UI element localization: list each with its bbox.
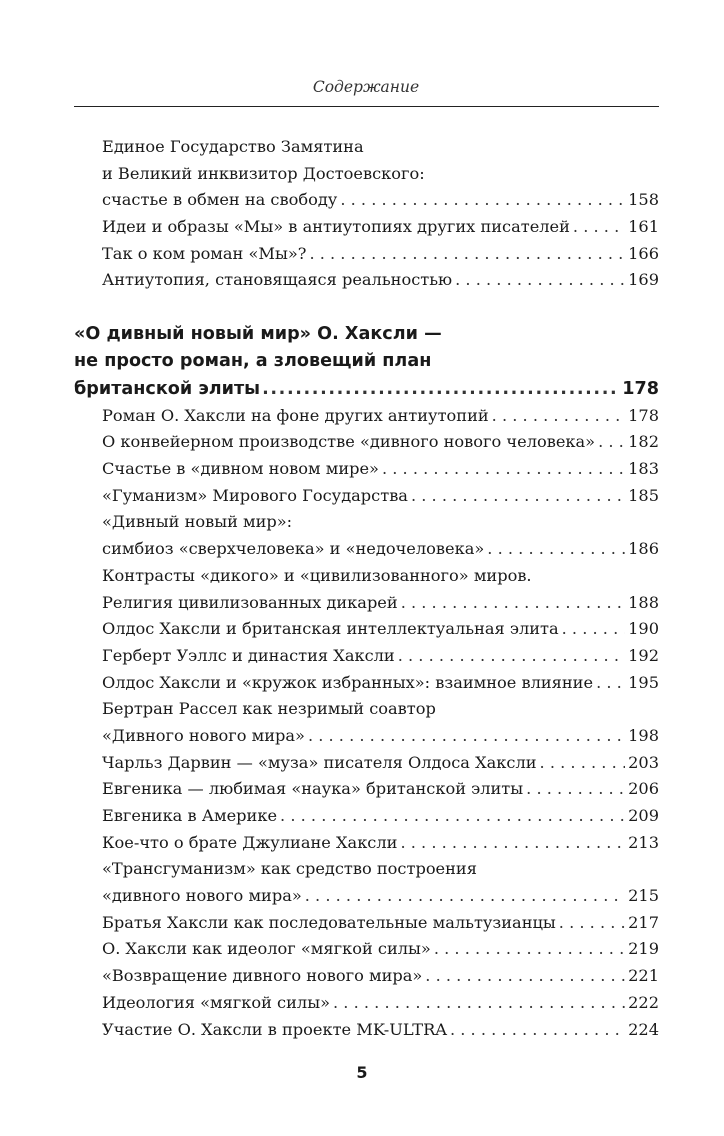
toc-page-number: 215	[628, 886, 659, 906]
dot-leader	[400, 830, 625, 857]
toc-entry-title: Единое Государство Замятина	[102, 137, 364, 156]
toc-page-number: 158	[628, 190, 659, 210]
toc-entry-title: и Великий инквизитор Достоевского:	[102, 163, 425, 183]
toc-page-number: 209	[628, 806, 659, 825]
toc-entry-line-final	[74, 643, 659, 670]
toc-entry-line-final	[74, 670, 659, 697]
toc-entry-line-final	[74, 267, 659, 294]
toc-page-number: 182	[628, 432, 659, 452]
toc-page-number: 186	[628, 539, 659, 559]
toc-entry-line	[74, 321, 659, 348]
toc-entry-line-final	[74, 910, 659, 937]
page-number: 5	[356, 1063, 368, 1082]
toc-page-number: 190	[628, 619, 659, 639]
toc-entry-line-final	[74, 830, 659, 857]
toc-entry-line	[74, 134, 659, 161]
dot-leader	[434, 936, 625, 963]
header-rule	[74, 106, 659, 107]
toc-entry-title: Роман О. Хаксли на фоне других антиутопий	[102, 405, 489, 425]
dot-leader	[262, 376, 620, 403]
toc-entry-line-final	[74, 936, 659, 963]
toc-entry-line	[74, 856, 659, 883]
toc-entry-title: симбиоз «сверхчеловека» и «недочеловека»	[102, 539, 485, 559]
toc-pre-entries	[74, 134, 659, 294]
toc-page-number: 198	[628, 725, 659, 745]
toc-entry-line-final	[74, 1017, 659, 1044]
dot-leader	[280, 803, 625, 830]
toc-entry-line-final	[74, 429, 659, 456]
toc-page-number: 224	[628, 1019, 659, 1039]
toc-entry-line-final	[74, 723, 659, 750]
toc-entry-line-final	[74, 883, 659, 910]
toc-entry-title: «дивного нового мира»	[102, 886, 302, 906]
toc-entry-title: Братья Хаксли как последовательные мальтузианцы	[102, 912, 556, 932]
toc-entry-line	[74, 348, 659, 375]
toc-page-number: 222	[628, 992, 659, 1012]
table-of-contents	[74, 134, 659, 1043]
toc-entry-title: «Гуманизм» Мирового Государства	[102, 485, 408, 505]
dot-leader	[559, 910, 625, 937]
dot-leader	[411, 483, 625, 510]
toc-entry-line-final	[74, 403, 659, 430]
dot-leader	[401, 590, 625, 617]
toc-entry-title: Бертран Рассел как незримый соавтор	[102, 699, 436, 719]
section-gap	[74, 294, 659, 321]
toc-page-number: 219	[628, 939, 659, 959]
toc-entry-title: Религия цивилизованных дикарей	[102, 592, 398, 612]
toc-entry-title: Антиутопия, становящаяся реальностью	[102, 270, 453, 290]
dot-leader	[562, 616, 625, 643]
dot-leader	[598, 429, 625, 456]
toc-entry-line-final	[74, 536, 659, 563]
toc-entry-line-final	[74, 616, 659, 643]
dot-leader	[526, 776, 625, 803]
toc-page-number: 221	[628, 966, 659, 986]
dot-leader	[487, 536, 625, 563]
toc-page-number: 183	[628, 459, 659, 479]
toc-entry-line-final	[74, 803, 659, 830]
toc-page-number: 203	[628, 752, 659, 772]
dot-leader	[596, 670, 625, 697]
toc-entry-title: счастье в обмен на свободу	[102, 190, 338, 210]
toc-entry-line-final	[74, 590, 659, 617]
toc-entry-title: Идеология «мягкой силы»	[102, 992, 330, 1012]
toc-entry-title: Чарльз Дарвин — «муза» писателя Олдоса Хаксли	[102, 752, 537, 772]
toc-page-number: 178	[628, 405, 659, 425]
dot-leader	[492, 403, 625, 430]
toc-entry-title: Идеи и образы «Мы» в антиутопиях других писателей	[102, 217, 570, 237]
toc-entry-line	[74, 563, 659, 590]
toc-entry-title: Олдос Хаксли и британская интеллектуальная элита	[102, 619, 559, 639]
toc-page-number: 188	[628, 592, 659, 612]
toc-entry-line-final	[74, 990, 659, 1017]
dot-leader	[305, 883, 625, 910]
toc-entries	[74, 403, 659, 1044]
dot-leader	[382, 456, 625, 483]
toc-entry-line	[74, 509, 659, 536]
toc-entry-title: Олдос Хаксли и «кружок избранных»: взаимное влияние	[102, 672, 594, 692]
dot-leader	[450, 1017, 625, 1044]
toc-entry-title: «Дивный новый мир»:	[102, 512, 293, 532]
toc-entry-line-final	[74, 376, 659, 403]
toc-page-number: 185	[628, 485, 659, 505]
toc-entry-title: Контрасты «дикого» и «цивилизованного» миров.	[102, 565, 532, 585]
toc-page-number: 206	[628, 779, 659, 799]
dot-leader	[333, 990, 625, 1017]
toc-page-number: 161	[628, 217, 659, 237]
toc-page-number: 217	[628, 912, 659, 932]
toc-page-number: 166	[628, 243, 659, 263]
toc-page-number: 169	[628, 270, 659, 290]
dot-leader	[455, 267, 625, 294]
toc-entry-title: О. Хаксли как идеолог «мягкой силы»	[102, 939, 431, 959]
dot-leader	[398, 643, 625, 670]
dot-leader	[340, 187, 625, 214]
toc-entry-title: Счастье в «дивном новом мире»	[102, 459, 379, 479]
toc-entry-title: «Возвращение дивного нового мира»	[102, 966, 423, 986]
toc-entry-line-final	[74, 483, 659, 510]
toc-entry-title: О конвейерном производстве «дивного нового человека»	[102, 432, 596, 452]
toc-page-number: 192	[628, 645, 659, 665]
toc-entry-title: «О дивный новый мир» О. Хаксли —	[74, 324, 442, 345]
toc-entry-line-final	[74, 963, 659, 990]
dot-leader	[540, 750, 626, 777]
toc-entry-line	[74, 696, 659, 723]
toc-entry-line-final	[74, 776, 659, 803]
toc-entry-title: Участие О. Хаксли в проекте MK-ULTRA	[102, 1019, 447, 1039]
running-header: Содержание	[312, 78, 420, 96]
toc-page-number: 195	[628, 672, 659, 692]
toc-page-number: 178	[622, 378, 659, 399]
toc-entry-title: Кое-что о брате Джулиане Хаксли	[102, 832, 398, 852]
toc-entry-line-final	[74, 187, 659, 214]
toc-entry-title: Евгеника в Америке	[102, 806, 278, 825]
toc-page-number: 213	[628, 832, 659, 852]
toc-entry-title: британской элиты	[74, 378, 261, 399]
toc-entry-title: «Дивного нового мира»	[102, 725, 305, 745]
toc-entry-title: Евгеника — любимая «наука» британской элиты	[102, 779, 524, 799]
toc-entry-line-final	[74, 214, 659, 241]
toc-entry-title: «Трансгуманизм» как средство построения	[102, 859, 477, 879]
dot-leader	[425, 963, 625, 990]
dot-leader	[308, 723, 625, 750]
toc-entry-line-final	[74, 241, 659, 268]
toc-entry-line-final	[74, 750, 659, 777]
toc-entry-title: Так о ком роман «Мы»?	[102, 243, 307, 263]
toc-entry-line-final	[74, 456, 659, 483]
toc-entry-title: Герберт Уэллс и династия Хаксли	[102, 645, 395, 665]
toc-entry-title: не просто роман, а зловещий план	[74, 351, 432, 372]
dot-leader	[309, 241, 625, 268]
toc-entry-line	[74, 161, 659, 188]
toc-section-heading	[74, 321, 659, 403]
dot-leader	[573, 214, 625, 241]
